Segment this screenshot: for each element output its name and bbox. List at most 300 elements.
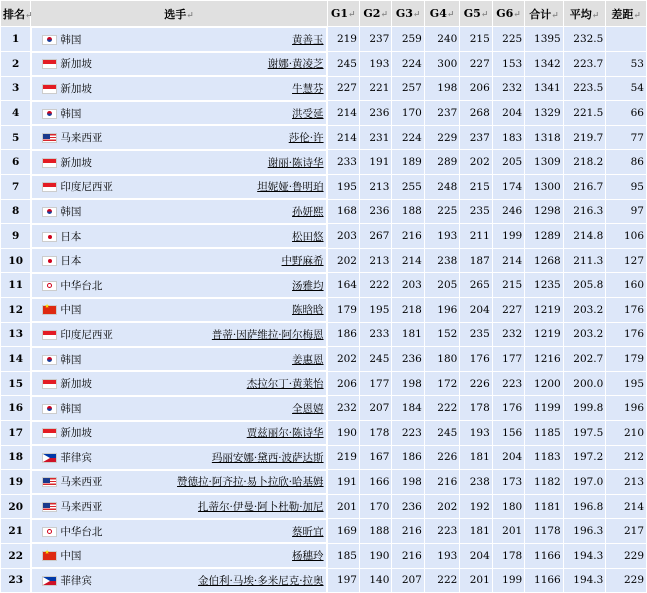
game-4-score: 229 <box>424 125 459 150</box>
player-cell <box>31 150 326 175</box>
country-name: 中国 <box>60 550 82 563</box>
total-cell: 1183 <box>525 445 564 470</box>
total-cell: 1235 <box>525 273 564 298</box>
game-2-score: 140 <box>359 568 391 593</box>
game-4-score: 198 <box>424 76 459 101</box>
game-5-score: 238 <box>460 470 492 495</box>
game-5-score: 215 <box>460 27 492 52</box>
game-3-score: 216 <box>392 224 424 249</box>
player-name-link[interactable]: 姜惠恩 <box>292 353 324 366</box>
player-name-link[interactable]: 黄善玉 <box>292 33 324 46</box>
player-name-link[interactable]: 谢娜·黄凌芝 <box>267 58 324 71</box>
player-name-link[interactable]: 玛丽安娜·黛西·波萨达斯 <box>211 451 324 464</box>
game-6-score: 225 <box>492 27 524 52</box>
flag-my-icon <box>42 502 57 512</box>
average-cell: 232.5 <box>563 27 606 52</box>
game-3-score: 216 <box>392 543 424 568</box>
table-row <box>1 248 647 273</box>
game-1-score: 201 <box>327 494 359 519</box>
game-6-score: 176 <box>492 396 524 421</box>
return-mark-icon: ↵ <box>591 10 600 21</box>
return-mark-icon: ↵ <box>25 10 33 21</box>
header-total[interactable] <box>525 1 564 27</box>
total-cell: 1341 <box>525 76 564 101</box>
game-5-score: 226 <box>460 371 492 396</box>
game-4-score: 240 <box>424 27 459 52</box>
player-cell <box>31 421 326 446</box>
game-2-score: 267 <box>359 224 391 249</box>
game-2-score: 245 <box>359 347 391 372</box>
table-body <box>1 27 647 593</box>
flag-sg-icon <box>42 379 57 389</box>
player-name-link[interactable]: 莎伦·许 <box>288 132 324 145</box>
table-row <box>1 76 647 101</box>
player-name-link[interactable]: 孙妍熙 <box>292 205 324 218</box>
header-g5[interactable] <box>460 1 492 27</box>
game-5-score: 193 <box>460 421 492 446</box>
header-g1[interactable] <box>327 1 359 27</box>
game-1-score: 168 <box>327 199 359 224</box>
header-label: G4 <box>429 7 447 20</box>
table-row <box>1 494 647 519</box>
country <box>34 548 81 563</box>
game-2-score: 177 <box>359 371 391 396</box>
game-3-score: 257 <box>392 76 424 101</box>
flag-my-icon <box>42 477 57 487</box>
game-1-score: 233 <box>327 150 359 175</box>
table-row <box>1 27 647 52</box>
country-name: 新加坡 <box>60 82 92 95</box>
game-5-score: 215 <box>460 175 492 200</box>
flag-kr-icon <box>42 404 57 414</box>
country <box>34 229 81 244</box>
total-cell: 1200 <box>525 371 564 396</box>
country-name: 新加坡 <box>60 58 92 71</box>
return-mark-icon: ↵ <box>412 10 421 20</box>
rank-cell: 13 <box>1 322 31 347</box>
player-cell <box>31 543 326 568</box>
average-cell: 221.5 <box>563 101 606 126</box>
country-name: 马来西亚 <box>60 476 103 489</box>
table-row <box>1 519 647 544</box>
player-cell <box>31 470 326 495</box>
table-row <box>1 396 647 421</box>
game-6-score: 174 <box>492 175 524 200</box>
total-cell: 1166 <box>525 543 564 568</box>
game-6-score: 223 <box>492 371 524 396</box>
game-5-score: 265 <box>460 273 492 298</box>
game-5-score: 204 <box>460 298 492 323</box>
game-3-score: 218 <box>392 298 424 323</box>
game-2-score: 166 <box>359 470 391 495</box>
game-2-score: 190 <box>359 543 391 568</box>
country <box>34 56 92 71</box>
game-2-score: 207 <box>359 396 391 421</box>
total-cell: 1199 <box>525 396 564 421</box>
flag-ph-icon <box>42 576 57 586</box>
return-mark-icon: ↵ <box>380 10 388 20</box>
game-6-score: 232 <box>492 322 524 347</box>
total-cell: 1268 <box>525 248 564 273</box>
rank-cell: 20 <box>1 494 31 519</box>
header-label: 平均 <box>569 7 592 21</box>
game-3-score: 259 <box>392 27 424 52</box>
game-5-score: 178 <box>460 396 492 421</box>
player-cell <box>31 568 326 593</box>
game-3-score: 207 <box>392 568 424 593</box>
game-2-score: 236 <box>359 199 391 224</box>
game-5-score: 206 <box>460 76 492 101</box>
player-cell <box>31 175 326 200</box>
game-6-score: 180 <box>492 494 524 519</box>
difference-cell: 229 <box>606 543 647 568</box>
table-row <box>1 175 647 200</box>
difference-cell: 196 <box>606 396 647 421</box>
average-cell: 197.5 <box>563 421 606 446</box>
total-cell: 1166 <box>525 568 564 593</box>
game-1-score: 214 <box>327 101 359 126</box>
average-cell: 197.0 <box>563 470 606 495</box>
rank-cell: 11 <box>1 273 31 298</box>
game-1-score: 179 <box>327 298 359 323</box>
country <box>34 499 102 514</box>
game-6-score: 178 <box>492 543 524 568</box>
country-name: 新加坡 <box>60 156 92 169</box>
game-3-score: 203 <box>392 273 424 298</box>
game-4-score: 223 <box>424 519 459 544</box>
game-6-score: 183 <box>492 125 524 150</box>
game-1-score: 185 <box>327 543 359 568</box>
game-6-score: 227 <box>492 298 524 323</box>
table-row <box>1 199 647 224</box>
header-label: G5 <box>463 7 481 20</box>
table-row <box>1 421 647 446</box>
country-name: 马来西亚 <box>60 501 103 514</box>
difference-cell: 97 <box>606 199 647 224</box>
flag-sg-icon <box>42 158 57 168</box>
game-3-score: 181 <box>392 322 424 347</box>
game-1-score: 169 <box>327 519 359 544</box>
player-cell <box>31 445 326 470</box>
player-cell <box>31 224 326 249</box>
game-5-score: 235 <box>460 322 492 347</box>
total-cell: 1309 <box>525 150 564 175</box>
game-2-score: 195 <box>359 298 391 323</box>
player-name-link[interactable]: 牛慧芬 <box>292 82 324 95</box>
game-5-score: 181 <box>460 445 492 470</box>
difference-cell: 66 <box>606 101 647 126</box>
average-cell: 216.3 <box>563 199 606 224</box>
game-1-score: 197 <box>327 568 359 593</box>
game-1-score: 202 <box>327 248 359 273</box>
total-cell: 1178 <box>525 519 564 544</box>
country <box>34 302 81 317</box>
rank-cell: 16 <box>1 396 31 421</box>
game-6-score: 173 <box>492 470 524 495</box>
player-cell <box>31 322 326 347</box>
game-6-score: 215 <box>492 273 524 298</box>
game-4-score: 289 <box>424 150 459 175</box>
game-3-score: 186 <box>392 445 424 470</box>
game-6-score: 153 <box>492 52 524 77</box>
rank-cell: 2 <box>1 52 31 77</box>
flag-my-icon <box>42 133 57 143</box>
return-mark-icon: ↵ <box>186 10 194 21</box>
country-name: 韩国 <box>60 402 82 415</box>
country-name: 新加坡 <box>60 378 92 391</box>
game-1-score: 245 <box>327 52 359 77</box>
game-3-score: 236 <box>392 494 424 519</box>
game-1-score: 186 <box>327 322 359 347</box>
average-cell: 203.2 <box>563 322 606 347</box>
header-label: G3 <box>395 7 413 20</box>
game-1-score: 219 <box>327 445 359 470</box>
country-name: 印度尼西亚 <box>60 328 113 341</box>
rank-cell: 22 <box>1 543 31 568</box>
player-cell <box>31 27 326 52</box>
game-3-score: 214 <box>392 248 424 273</box>
country-name: 马来西亚 <box>60 132 103 145</box>
player-name-link[interactable]: 杰拉尔丁·黄莱怡 <box>246 378 324 391</box>
game-3-score: 223 <box>392 421 424 446</box>
rank-cell: 23 <box>1 568 31 593</box>
header-g6[interactable] <box>492 1 524 27</box>
difference-cell: 217 <box>606 519 647 544</box>
player-cell <box>31 494 326 519</box>
game-5-score: 187 <box>460 248 492 273</box>
average-cell: 199.8 <box>563 396 606 421</box>
game-4-score: 226 <box>424 445 459 470</box>
game-3-score: 236 <box>392 347 424 372</box>
average-cell: 196.3 <box>563 519 606 544</box>
difference-cell: 176 <box>606 322 647 347</box>
flag-jp-icon <box>42 256 57 266</box>
game-4-score: 193 <box>424 543 459 568</box>
country <box>34 204 81 219</box>
game-6-score: 201 <box>492 519 524 544</box>
header-average[interactable] <box>563 1 606 27</box>
header-g4[interactable] <box>424 1 459 27</box>
player-name-link[interactable]: 普蒂·因萨维拉·阿尔梅恩 <box>211 328 324 341</box>
player-name-link[interactable]: 松田悠 <box>292 230 324 243</box>
game-5-score: 211 <box>460 224 492 249</box>
difference-cell: 214 <box>606 494 647 519</box>
total-cell: 1182 <box>525 470 564 495</box>
country <box>34 450 92 465</box>
country-name: 新加坡 <box>60 427 92 440</box>
game-5-score: 268 <box>460 101 492 126</box>
player-name-link[interactable]: 谢丽·陈诗华 <box>267 156 324 169</box>
average-cell: 203.2 <box>563 298 606 323</box>
average-cell: 194.3 <box>563 543 606 568</box>
game-4-score: 216 <box>424 470 459 495</box>
flag-sg-icon <box>42 59 57 69</box>
game-6-score: 177 <box>492 347 524 372</box>
flag-cn-icon <box>42 305 57 315</box>
total-cell: 1219 <box>525 322 564 347</box>
player-cell <box>31 52 326 77</box>
game-6-score: 246 <box>492 199 524 224</box>
country-name: 日本 <box>60 255 82 268</box>
country-name: 韩国 <box>60 353 82 366</box>
player-name-link[interactable]: 中野麻希 <box>281 255 324 268</box>
player-cell <box>31 396 326 421</box>
game-3-score: 189 <box>392 150 424 175</box>
game-4-score: 238 <box>424 248 459 273</box>
average-cell: 197.2 <box>563 445 606 470</box>
return-mark-icon: ↵ <box>513 10 521 20</box>
player-name-link[interactable]: 贾兹丽尔·陈诗华 <box>246 427 324 440</box>
game-6-score: 204 <box>492 101 524 126</box>
game-4-score: 245 <box>424 421 459 446</box>
player-name-link[interactable]: 蔡昕宜 <box>292 525 324 538</box>
game-5-score: 201 <box>460 568 492 593</box>
country <box>34 278 102 293</box>
table-row <box>1 52 647 77</box>
total-cell: 1219 <box>525 298 564 323</box>
game-2-score: 193 <box>359 52 391 77</box>
country-name: 韩国 <box>60 205 82 218</box>
rank-cell: 12 <box>1 298 31 323</box>
total-cell: 1185 <box>525 421 564 446</box>
game-2-score: 222 <box>359 273 391 298</box>
difference-cell: 229 <box>606 568 647 593</box>
header-g3[interactable] <box>392 1 424 27</box>
player-cell <box>31 519 326 544</box>
flag-sg-icon <box>42 428 57 438</box>
country <box>34 474 102 489</box>
player-cell <box>31 199 326 224</box>
game-4-score: 193 <box>424 224 459 249</box>
player-name-link[interactable]: 洪受延 <box>292 107 324 120</box>
game-6-score: 156 <box>492 421 524 446</box>
flag-kr-icon <box>42 35 57 45</box>
table-row <box>1 445 647 470</box>
game-3-score: 198 <box>392 371 424 396</box>
game-1-score: 227 <box>327 76 359 101</box>
game-1-score: 214 <box>327 125 359 150</box>
flag-kr-icon <box>42 207 57 217</box>
average-cell: 223.5 <box>563 76 606 101</box>
player-name-link[interactable]: 赞德拉·阿齐拉·易卜拉欣·哈基姆 <box>177 476 324 489</box>
game-3-score: 188 <box>392 199 424 224</box>
header-label: 合计 <box>529 7 552 21</box>
game-2-score: 236 <box>359 101 391 126</box>
game-2-score: 221 <box>359 76 391 101</box>
difference-cell: 54 <box>606 76 647 101</box>
country <box>34 327 113 342</box>
player-name-link[interactable]: 汤雅均 <box>292 279 324 292</box>
game-3-score: 255 <box>392 175 424 200</box>
average-cell: 223.7 <box>563 52 606 77</box>
country-name: 菲律宾 <box>60 451 92 464</box>
player-cell <box>31 371 326 396</box>
header-difference[interactable] <box>606 1 647 27</box>
country <box>34 106 81 121</box>
game-4-score: 222 <box>424 568 459 593</box>
country-name: 中国 <box>60 304 82 317</box>
total-cell: 1395 <box>525 27 564 52</box>
game-3-score: 198 <box>392 470 424 495</box>
difference-cell: 53 <box>606 52 647 77</box>
country-name: 中华台北 <box>60 525 103 538</box>
player-name-link[interactable]: 全恩嬉 <box>292 402 324 415</box>
difference-cell: 77 <box>606 125 647 150</box>
country-name: 韩国 <box>60 33 82 46</box>
flag-jp-icon <box>42 232 57 242</box>
country <box>34 81 92 96</box>
header-label: G1 <box>330 7 349 20</box>
country <box>34 130 102 145</box>
average-cell: 205.8 <box>563 273 606 298</box>
player-cell <box>31 125 326 150</box>
game-1-score: 195 <box>327 175 359 200</box>
game-4-score: 202 <box>424 494 459 519</box>
table-row <box>1 322 647 347</box>
game-2-score: 178 <box>359 421 391 446</box>
player-name-link[interactable]: 坦妮娅·鲁明珀 <box>257 181 324 194</box>
total-cell: 1181 <box>525 494 564 519</box>
game-1-score: 202 <box>327 347 359 372</box>
player-name-link[interactable]: 杨穗玲 <box>292 550 324 563</box>
player-name-link[interactable]: 金伯利·马埃·多米尼克·拉奥 <box>198 574 324 587</box>
header-g2[interactable] <box>359 1 391 27</box>
flag-cn-icon <box>42 551 57 561</box>
country <box>34 376 92 391</box>
player-name-link[interactable]: 陈晗晗 <box>292 304 324 317</box>
player-cell <box>31 76 326 101</box>
player-cell <box>31 248 326 273</box>
game-4-score: 180 <box>424 347 459 372</box>
player-cell <box>31 101 326 126</box>
country <box>34 425 92 440</box>
total-cell: 1216 <box>525 347 564 372</box>
country <box>34 352 81 367</box>
player-cell <box>31 347 326 372</box>
difference-cell: 179 <box>606 347 647 372</box>
rank-cell: 7 <box>1 175 31 200</box>
country <box>34 401 81 416</box>
average-cell: 218.2 <box>563 150 606 175</box>
game-1-score: 219 <box>327 27 359 52</box>
country <box>34 179 113 194</box>
table-row <box>1 273 647 298</box>
player-name-link[interactable]: 扎蒂尔·伊曼·阿卜杜勒·加尼 <box>198 501 324 514</box>
rank-cell: 14 <box>1 347 31 372</box>
rank-cell: 3 <box>1 76 31 101</box>
total-cell: 1342 <box>525 52 564 77</box>
country <box>34 573 92 588</box>
game-4-score: 172 <box>424 371 459 396</box>
average-cell: 194.3 <box>563 568 606 593</box>
average-cell: 200.0 <box>563 371 606 396</box>
game-6-score: 232 <box>492 76 524 101</box>
game-5-score: 202 <box>460 150 492 175</box>
game-5-score: 176 <box>460 347 492 372</box>
game-5-score: 181 <box>460 519 492 544</box>
difference-cell <box>606 27 647 52</box>
header-player[interactable] <box>31 1 327 27</box>
total-cell: 1300 <box>525 175 564 200</box>
return-mark-icon: ↵ <box>480 10 489 20</box>
game-2-score: 233 <box>359 322 391 347</box>
difference-cell: 86 <box>606 150 647 175</box>
difference-cell: 213 <box>606 470 647 495</box>
header-rank[interactable] <box>1 1 31 27</box>
difference-cell: 212 <box>606 445 647 470</box>
average-cell: 216.7 <box>563 175 606 200</box>
game-4-score: 205 <box>424 273 459 298</box>
